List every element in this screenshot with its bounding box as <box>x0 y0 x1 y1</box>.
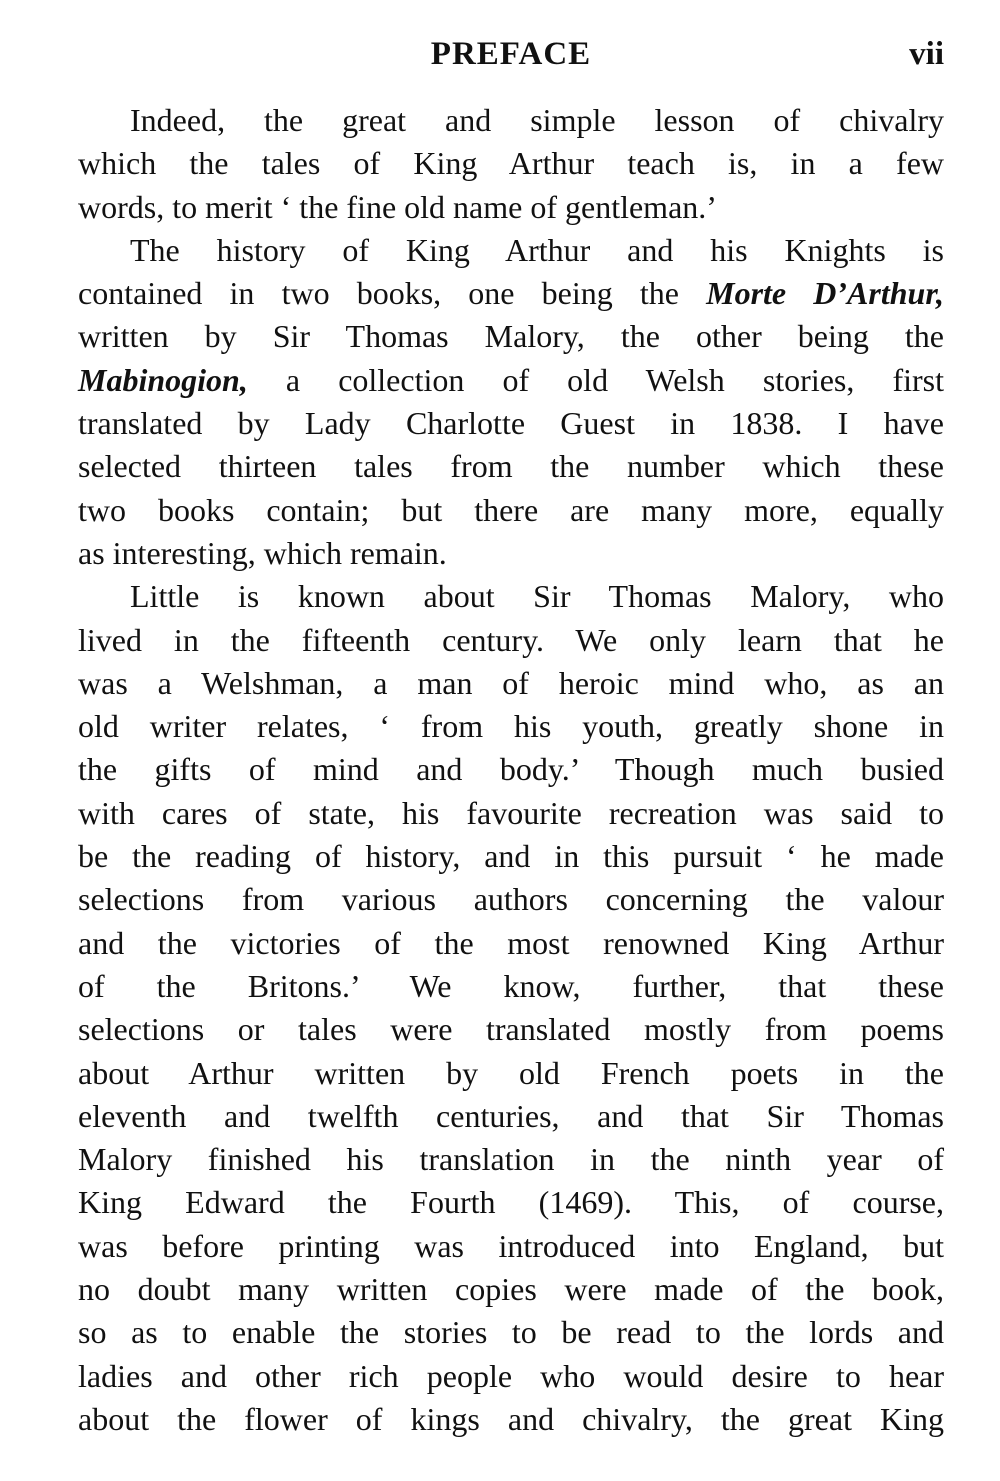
text-line: as interesting, which remain. <box>78 534 447 571</box>
text-line: about the flower of kings and chivalry, the great King <box>78 1400 944 1437</box>
text-line: eleventh and twelfth centuries, and that Sir Thomas <box>78 1097 944 1134</box>
text-line: selections or tales were translated mostly from poems <box>78 1011 944 1048</box>
text-line: and the victories of the most renowned King Arthur <box>78 924 944 961</box>
text-span: a collection of old Welsh stories, first <box>247 361 944 398</box>
text-line: no doubt many written copies were made of the book, <box>78 1271 944 1308</box>
text-line: King Edward the Fourth (1469). This, of course, <box>78 1184 944 1221</box>
text-line: which the tales of King Arthur teach is, in a few <box>78 145 944 182</box>
text-line: so as to enable the stories to be read to the lords and <box>78 1314 944 1351</box>
text-line: The history of King Arthur and his Knights is <box>130 231 944 268</box>
text-line: selected thirteen tales from the number which these <box>78 448 944 485</box>
text-line: Malory finished his translation in the ninth year of <box>78 1141 944 1178</box>
running-title: PREFACE <box>430 36 592 72</box>
text-line <box>78 272 944 315</box>
page-header <box>78 36 944 84</box>
text-line: ladies and other rich people who would desire to hear <box>78 1357 944 1394</box>
page-number: vii <box>909 36 944 72</box>
text-line: be the reading of history, and in this pursuit ‘ he made <box>78 838 944 875</box>
text-line: lived in the fifteenth century. We only learn that he <box>78 621 944 658</box>
preface-text <box>78 99 944 1441</box>
text-line: with cares of state, his favourite recreation was said to <box>78 794 944 831</box>
text-line: old writer relates, ‘ from his youth, greatly shone in <box>78 708 944 745</box>
text-line: the gifts of mind and body.’ Though much busied <box>78 751 944 788</box>
text-line: Little is known about Sir Thomas Malory, who <box>130 578 944 615</box>
text-line: words, to merit ‘ the fine old name of gentleman.’ <box>78 188 717 225</box>
text-line: about Arthur written by old French poets in the <box>78 1054 944 1091</box>
text-line: two books contain; but there are many more, equally <box>78 491 944 528</box>
text-line: Indeed, the great and simple lesson of chivalry <box>130 102 944 138</box>
italic-title-mabinogion: Mabinogion, <box>78 361 248 398</box>
text-line: was a Welshman, a man of heroic mind who, as an <box>78 664 944 701</box>
text-line <box>78 359 944 402</box>
italic-title-morte-darthur: Morte D’Arthur, <box>706 275 945 312</box>
text-line: of the Britons.’ We know, further, that these <box>78 967 944 1004</box>
text-line: written by Sir Thomas Malory, the other being the <box>78 318 944 355</box>
text-line: selections from various authors concerning the valour <box>78 881 944 918</box>
text-line: was before printing was introduced into England, but <box>78 1227 944 1264</box>
text-line: translated by Lady Charlotte Guest in 1838. I have <box>78 405 944 442</box>
text-span: contained in two books, one being the <box>78 275 707 312</box>
